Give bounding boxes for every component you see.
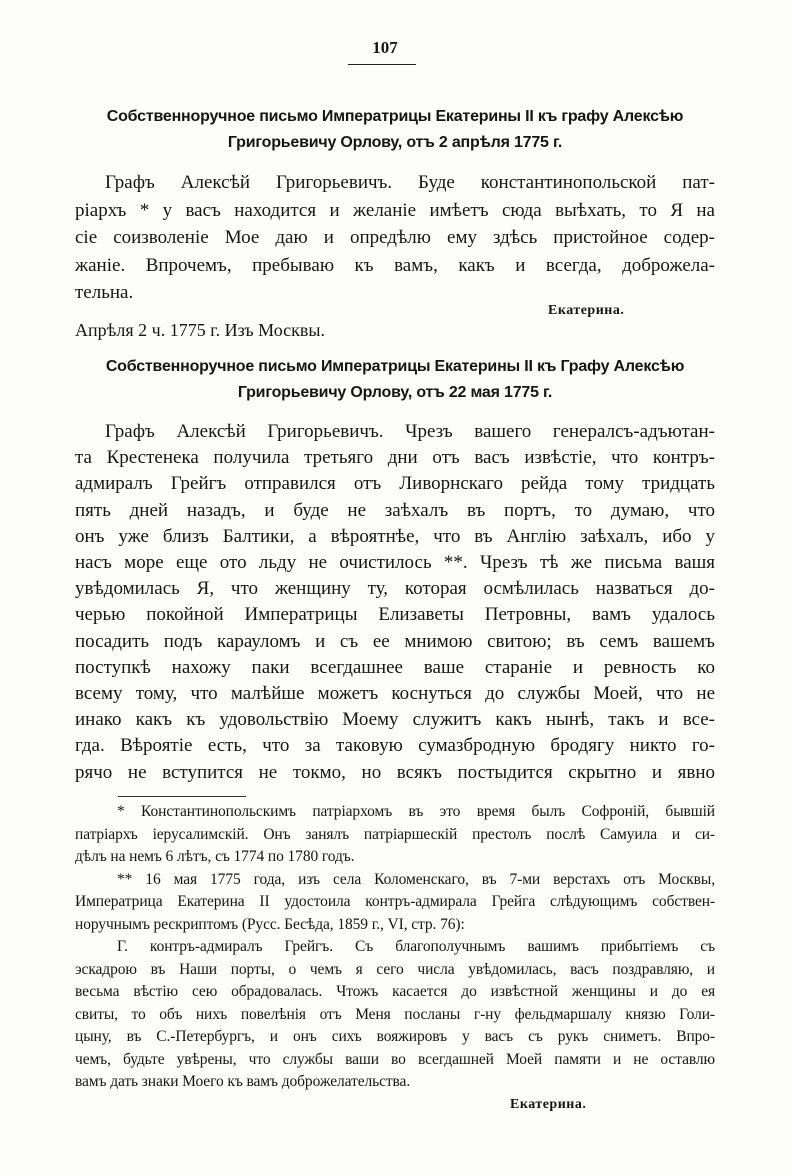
letter1-line: Графъ Алексѣй Григорьевичъ. Буде константинопольской пат-: [105, 172, 715, 193]
letter2-line: пять дней назадъ, и буде не заѣхалъ въ портъ, то думаю, что: [75, 499, 715, 521]
letter2-line: всему тому, что малѣйше можетъ коснуться до службы Моей, что не: [75, 683, 715, 704]
letter2-line: рячо не вступится не токмо, но всякъ постыдится скрытно и явно: [75, 761, 715, 783]
footnote-line: дѣлъ на немъ 6 лѣтъ, съ 1774 по 1780 годъ.: [75, 848, 355, 865]
letter2-heading: [75, 354, 715, 406]
letter1-line: тельна.: [75, 282, 134, 303]
footnote-line: эскадрою въ Наши порты, о чемъ я сего числа увѣдомилась, васъ поздравляю, и: [75, 960, 715, 978]
footnote-line: Императрица Екатерина II удостоила контръ-адмирала Грейга слѣдующимъ собствен-: [75, 893, 715, 910]
letter1-heading-line: Собственноручное письмо Императрицы Екатерины II къ графу Алексѣю: [106, 108, 684, 125]
letter2-heading-line: Григорьевичу Орлову, отъ 22 мая 1775 г.: [237, 384, 553, 401]
footnote-line: * Константинопольскимъ патріархомъ въ это время былъ Софроній, бывшій: [117, 803, 715, 820]
letter2-line: Графъ Алексѣй Григорьевичъ. Чрезъ вашего генералсъ-адъютан-: [105, 421, 715, 442]
footnote-line: патріархъ іерусалимскій. Онъ занялъ патріаршескій престолъ послѣ Самуила и си-: [75, 825, 715, 843]
footnote-rule: [118, 796, 246, 797]
letter2-line: та Крестенека получила третьяго дни отъ васъ извѣстіе, что контръ-: [75, 447, 715, 469]
letter2-line: инако какъ къ удовольствію Моему служитъ какъ нынѣ, такъ и все-: [75, 709, 715, 731]
letter2-line: адмиралъ Грейгъ отправился отъ Ливорнскаго рейда тому тридцать: [75, 473, 715, 495]
letter2-line: поступкѣ нахожу паки всегдашнее ваше стараніе и ревность ко: [75, 656, 715, 678]
letter1-line: сіе соизволеніе Мое даю и опредѣлю ему здѣсь пристойное содер-: [75, 227, 715, 248]
letter1-line: ріархъ * у васъ находится и желаніе имѣетъ сюда выѣхать, то Я на: [75, 199, 715, 221]
letter1-line: жаніе. Впрочемъ, пребываю къ вамъ, какъ и всегда, доброжела-: [75, 254, 715, 276]
letter1-heading: [75, 104, 715, 156]
letter1-signature: Екатерина.: [548, 303, 625, 318]
letter2-line: насъ море еще ото льду не очистилось **. Чрезъ тѣ же письма вашя: [75, 552, 715, 573]
footnote-line: цыну, въ С.-Петербургъ, и онъ сихъ вояжировъ у васъ съ рукъ сниметъ. Впро-: [75, 1028, 715, 1045]
footnote-line: вамъ дать знаки Моего къ вамъ доброжелательства.: [75, 1073, 411, 1090]
letter2-line: черью покойной Императрицы Елизаветы Петровны, вамъ удалось: [75, 604, 715, 626]
footnote-line: норучнымъ рескриптомъ (Русс. Бесѣда, 1859 г., VI, стр. 76):: [75, 915, 465, 933]
footnote-line: свиты, то объ нихъ повелѣнія отъ Меня посланы г-ну фельдмаршалу князю Голи-: [75, 1005, 715, 1023]
letter2-heading-line: Собственноручное письмо Императрицы Екатерины II къ Графу Алексѣю: [105, 358, 685, 375]
footnote-line: весьма вѣстію сею обрадовалась. Чтожъ касается до извѣстной женщины и до ея: [75, 983, 715, 1000]
letter1-date: Апрѣля 2 ч. 1775 г. Изъ Москвы.: [75, 320, 326, 340]
footnote-line: Г. контръ-адмиралъ Грейгъ. Съ благополучнымъ вашимъ прибытіемъ съ: [117, 938, 715, 955]
page-number-rule: [348, 64, 416, 65]
letter2-line: онъ уже близъ Балтики, а вѣроятнѣе, что въ Англію заѣхалъ, ибо у: [75, 525, 715, 547]
footnote-line: ** 16 мая 1775 года, изъ села Коломенскаго, въ 7-ми верстахъ отъ Москвы,: [117, 870, 715, 888]
letter2-line: посадить подъ карауломъ и съ ее мнимою свитою; въ семъ вашемъ: [75, 630, 715, 652]
footnote-line: чемъ, будьте увѣрены, что службы ваши во всегдашней Моей памяти и не оставлю: [75, 1050, 715, 1068]
footnote-signature: Екатерина.: [510, 1097, 587, 1112]
letter2-line: увѣдомилась Я, что женщину ту, которая осмѣлилась назваться до-: [75, 578, 715, 600]
page-number: 107: [372, 38, 398, 57]
letter1-heading-line: Григорьевичу Орлову, отъ 2 апрѣля 1775 г.: [227, 134, 563, 151]
letter2-line: гда. Вѣроятіе есть, что за таковую сумазбродную бродягу никто го-: [75, 735, 715, 757]
